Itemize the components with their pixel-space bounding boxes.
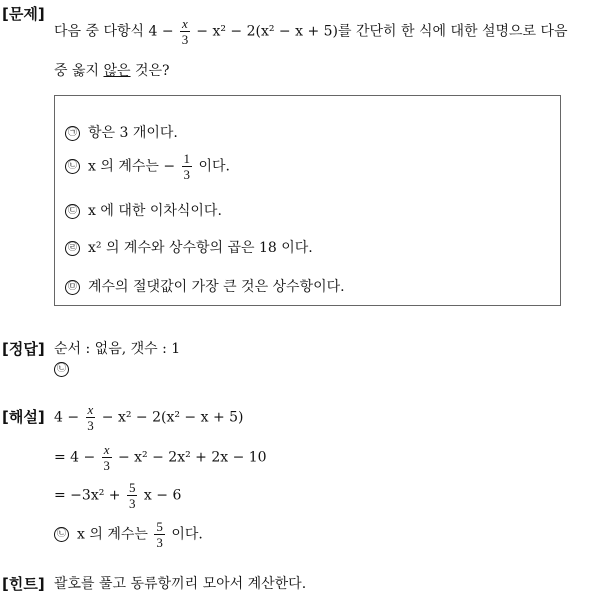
problem-text-pre: 다음 중 다항식 4 − (54, 23, 174, 40)
fraction-numerator: 1 (183, 151, 191, 166)
explanation-line-1 (54, 403, 244, 432)
fraction-denominator: 3 (183, 167, 191, 182)
choice-marker-4: ㉣ (65, 241, 80, 256)
fraction-denominator: 3 (156, 535, 163, 550)
choice-marker-1: ㉠ (65, 126, 80, 141)
explanation-l3-post: x − 6 (143, 487, 182, 504)
problem-line-1 (54, 17, 568, 46)
problem-underlined-word: 않은 (103, 63, 131, 79)
choice-marker-5: ㉤ (65, 280, 80, 295)
explanation-l2-fraction (102, 443, 112, 472)
explanation-l2-post: − x² − 2x² + 2x − 10 (117, 449, 267, 466)
choice-text-1: 항은 3 개이다. (88, 125, 178, 141)
choice-3 (65, 200, 222, 220)
explanation-l2-pre: = 4 − (54, 449, 96, 466)
choice-text-2-post: 이다. (198, 158, 230, 175)
explanation-l4-post: 이다. (171, 526, 203, 543)
explanation-l3-fraction (127, 481, 138, 510)
problem-text-post: − x² − 2(x² − x + 5)를 간단히 한 식에 대한 설명으로 다음 (196, 23, 568, 40)
fraction-numerator: 5 (156, 519, 163, 534)
choice-marker-3: ㉢ (65, 204, 80, 219)
explanation-line-4 (54, 520, 203, 549)
choice-text-2: x 의 계수는 − (88, 158, 176, 175)
fraction-numerator: x (87, 402, 94, 417)
explanation-l1-fraction (86, 403, 96, 432)
fraction-denominator: 3 (128, 496, 136, 511)
choice-text-5: 계수의 절댓값이 가장 큰 것은 상수항이다. (88, 279, 345, 295)
answer-marker: ㉡ (54, 362, 69, 377)
problem-line2-post: 것은? (135, 63, 170, 79)
choice-text-4: x² 의 계수와 상수항의 곱은 18 이다. (88, 240, 313, 256)
explanation-marker: ㉡ (54, 527, 69, 542)
problem-label: [문제] (2, 5, 45, 23)
choice-5 (65, 276, 345, 296)
fraction-numerator: x (182, 16, 188, 31)
explanation-line-2 (54, 443, 267, 472)
fraction-denominator: 3 (87, 418, 94, 433)
choice-1 (65, 122, 178, 142)
answer-label: [정답] (2, 340, 45, 358)
explanation-l3-pre: = −3x² + (54, 487, 121, 504)
hint-text: 괄호를 풀고 동류항끼리 모아서 계산한다. (54, 576, 307, 592)
choice-marker-2: ㉡ (65, 159, 80, 174)
choice-2 (65, 152, 230, 181)
problem-line2-pre: 중 옳지 (54, 63, 100, 79)
fraction-numerator: 5 (128, 480, 136, 495)
explanation-line-3 (54, 481, 181, 510)
explanation-label: [해설] (2, 408, 45, 426)
choice-2-fraction (182, 152, 193, 181)
problem-line-2 (54, 60, 170, 80)
fraction-denominator: 3 (181, 32, 189, 47)
problem-fraction (180, 17, 190, 46)
answer-summary: 순서 : 없음, 갯수 : 1 (54, 341, 181, 357)
fraction-numerator: x (103, 442, 110, 457)
fraction-denominator: 3 (103, 458, 110, 473)
explanation-l1-pre: 4 − (54, 409, 80, 426)
explanation-l4-pre: x 의 계수는 (77, 526, 148, 543)
choice-text-3: x 에 대한 이차식이다. (88, 203, 222, 219)
explanation-l1-post: − x² − 2(x² − x + 5) (101, 409, 244, 426)
hint-label: [힌트] (2, 575, 45, 593)
explanation-l4-fraction (154, 520, 165, 549)
choice-4 (65, 237, 313, 257)
answer-choice (54, 361, 77, 377)
